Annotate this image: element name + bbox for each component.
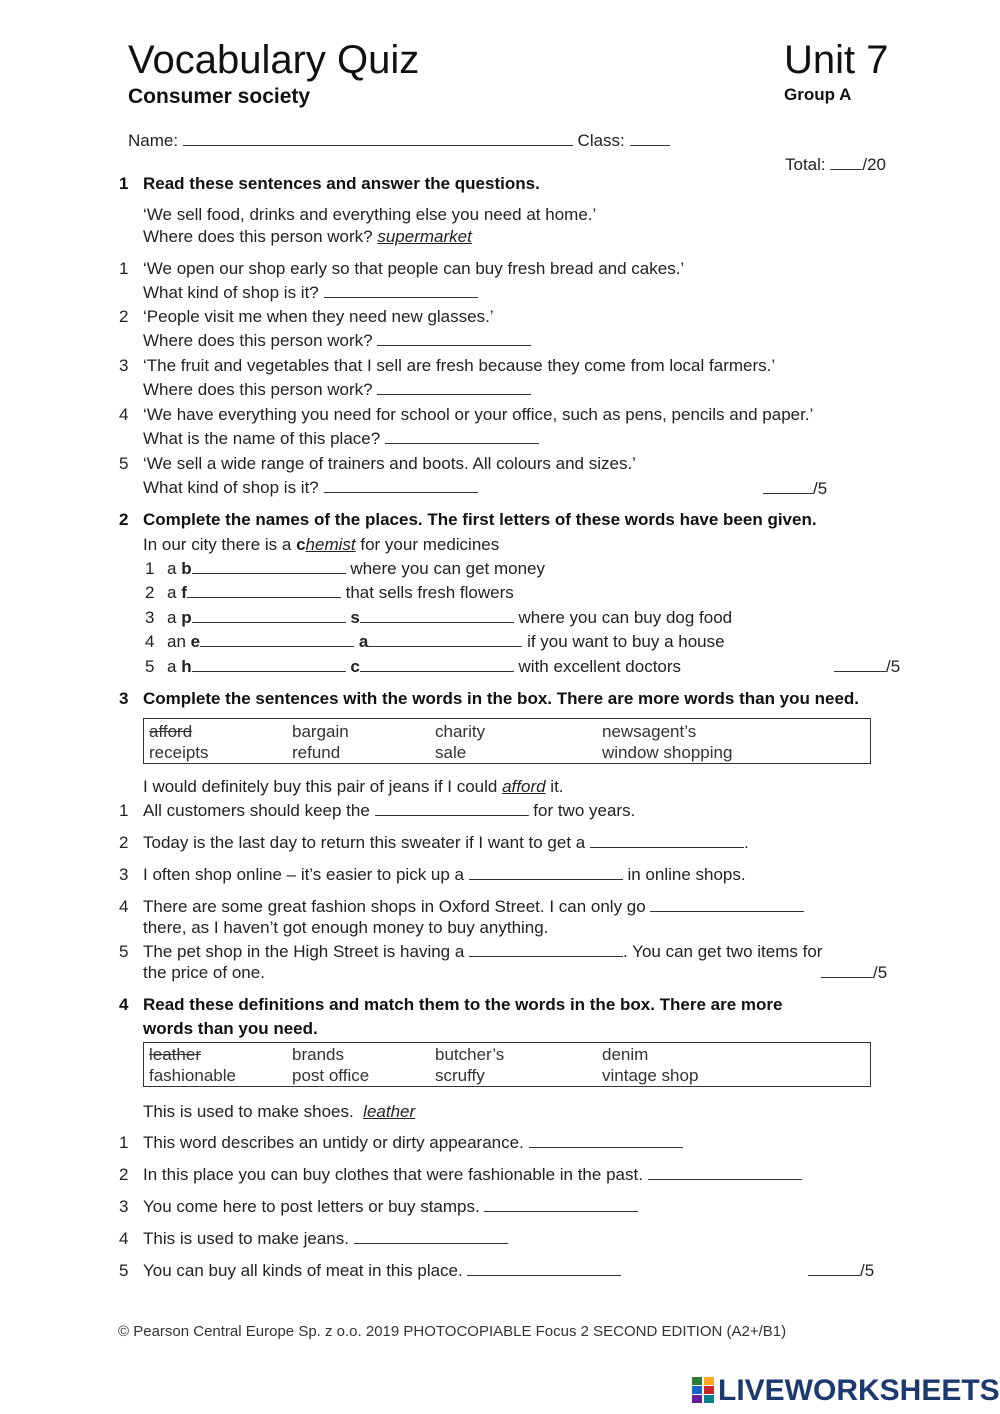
s1-answer-field[interactable] xyxy=(377,380,531,395)
s3-item-number: 5 xyxy=(119,942,129,961)
s1-item-number: 2 xyxy=(119,307,129,326)
s2-example-pre: In our city there is a xyxy=(143,535,297,554)
s2-first-letter: b xyxy=(181,559,192,578)
s3-score-max: /5 xyxy=(873,963,888,982)
s4-item-number: 3 xyxy=(119,1197,129,1216)
s4-answer-field[interactable] xyxy=(648,1165,802,1180)
s3-item-pre: All customers should keep the xyxy=(143,801,370,820)
s4-word: denim xyxy=(602,1045,649,1064)
s4-item-number: 4 xyxy=(119,1229,129,1248)
total-label: Total: xyxy=(785,155,826,174)
s2-answer-field[interactable] xyxy=(187,583,341,598)
s1-item-quote: ‘People visit me when they need new glasses.’ xyxy=(143,307,494,326)
s2-suffix: with excellent doctors xyxy=(518,657,682,676)
s3-item-pre: The pet shop in the High Street is having a xyxy=(143,942,465,961)
s4-word: leather xyxy=(149,1045,201,1064)
s1-item-quote: ‘We sell a wide range of trainers and boots. All colours and sizes.’ xyxy=(143,454,636,473)
s1-answer-field[interactable] xyxy=(385,429,539,444)
s4-item-text: In this place you can buy clothes that were fashionable in the past. xyxy=(143,1165,643,1184)
s1-example-question-text: Where does this person work? xyxy=(143,227,373,246)
s3-item-post: . You can get two items for xyxy=(623,942,823,961)
s3-example-pre: I would definitely buy this pair of jeans if I could xyxy=(143,777,503,796)
s3-item xyxy=(143,942,822,962)
page-subtitle: Consumer society xyxy=(128,85,311,108)
s4-answer-field[interactable] xyxy=(467,1261,621,1276)
s4-answer-field[interactable] xyxy=(484,1197,638,1212)
s2-suffix: if you want to buy a house xyxy=(527,632,725,651)
s2-answer-field[interactable] xyxy=(192,608,346,623)
liveworksheets-logo[interactable] xyxy=(692,1374,1000,1408)
s2-example-letter: c xyxy=(296,535,306,554)
name-row xyxy=(128,131,670,151)
s3-score xyxy=(821,963,887,983)
s3-item-post: . xyxy=(743,833,749,852)
class-label: Class: xyxy=(577,131,625,150)
s3-item-post: in online shops. xyxy=(627,865,746,884)
s2-item xyxy=(167,583,514,603)
s2-score-field[interactable] xyxy=(834,657,886,672)
s4-item-number: 1 xyxy=(119,1133,129,1152)
logo-icon xyxy=(692,1377,714,1403)
s4-item xyxy=(143,1197,638,1217)
s3-word: sale xyxy=(435,743,467,762)
s4-score-field[interactable] xyxy=(808,1261,860,1276)
s3-example-post: it. xyxy=(545,777,564,796)
s4-item xyxy=(143,1261,621,1281)
name-field[interactable] xyxy=(183,131,573,146)
s3-answer-field[interactable] xyxy=(650,897,804,912)
s3-answer-field[interactable] xyxy=(590,833,744,848)
section-4-number: 4 xyxy=(119,995,129,1014)
s1-example-answer: supermarket xyxy=(377,227,472,246)
s4-score xyxy=(808,1261,874,1281)
s1-item-number: 3 xyxy=(119,356,129,375)
s2-answer-field[interactable] xyxy=(200,632,354,647)
s4-score-max: /5 xyxy=(860,1261,875,1280)
s3-item-number: 2 xyxy=(119,833,129,852)
section-2-instruction: Complete the names of the places. The first letters of these words have been given. xyxy=(143,510,817,529)
s2-item xyxy=(167,608,732,628)
group-label: Group A xyxy=(784,85,852,104)
s3-item xyxy=(143,801,635,821)
s1-score-max: /5 xyxy=(813,479,828,498)
s2-first-letter: h xyxy=(181,657,192,676)
name-label: Name: xyxy=(128,131,179,150)
s3-item-pre: I often shop online – it’s easier to pick up a xyxy=(143,865,464,884)
s1-question-text: Where does this person work? xyxy=(143,331,373,350)
s2-example xyxy=(143,535,499,555)
s1-score xyxy=(763,479,827,499)
s1-item-quote: ‘We have everything you need for school or your office, such as pens, pencils and paper.’ xyxy=(143,405,814,424)
s4-word: brands xyxy=(292,1045,344,1064)
s2-second-letter: a xyxy=(358,632,369,651)
s3-word: refund xyxy=(292,743,341,762)
s4-answer-field[interactable] xyxy=(529,1133,683,1148)
s1-question-text: What kind of shop is it? xyxy=(143,283,319,302)
s2-answer-field[interactable] xyxy=(192,559,346,574)
s2-answer-field[interactable] xyxy=(192,657,346,672)
s4-word: fashionable xyxy=(149,1066,236,1085)
s2-article: an xyxy=(167,632,186,651)
copyright-notice: © Pearson Central Europe Sp. z o.o. 2019 PHOTOCOPIABLE Focus 2 SECOND EDITION (A2+/B1) xyxy=(118,1323,787,1340)
s2-answer-field-2[interactable] xyxy=(360,657,514,672)
section-1-instruction: Read these sentences and answer the questions. xyxy=(143,174,540,193)
s3-example xyxy=(143,777,564,797)
s4-word: scruffy xyxy=(435,1066,485,1085)
unit-label: Unit 7 xyxy=(784,38,889,82)
s3-item-number: 4 xyxy=(119,897,129,916)
s4-answer-field[interactable] xyxy=(354,1229,508,1244)
s3-word-box xyxy=(143,718,871,764)
s2-first-letter: e xyxy=(190,632,201,651)
s1-item-number: 5 xyxy=(119,454,129,473)
s3-item-number: 3 xyxy=(119,865,129,884)
section-3-instruction: Complete the sentences with the words in the box. There are more words than you need. xyxy=(143,689,860,708)
section-4-instruction: Read these definitions and match them to the words in the box. There are more xyxy=(143,995,783,1014)
s1-score-field[interactable] xyxy=(763,479,813,494)
s2-article: a xyxy=(167,608,177,627)
s1-item-question xyxy=(143,331,531,351)
s1-example-question xyxy=(143,227,472,247)
s3-word: window shopping xyxy=(602,743,733,762)
s2-example-post: for your medicines xyxy=(355,535,500,554)
s2-item-number: 2 xyxy=(145,583,155,602)
s1-answer-field[interactable] xyxy=(324,283,478,298)
s3-item-line2: there, as I haven’t got enough money to buy anything. xyxy=(143,918,549,937)
s2-first-letter: p xyxy=(181,608,192,627)
s3-answer-field[interactable] xyxy=(469,942,623,957)
s3-score-field[interactable] xyxy=(821,963,873,978)
s2-item xyxy=(167,559,545,579)
section-2-number: 2 xyxy=(119,510,129,529)
s2-first-letter: f xyxy=(181,583,187,602)
s4-word: butcher’s xyxy=(435,1045,505,1064)
s2-suffix: where you can buy dog food xyxy=(518,608,733,627)
total-field[interactable] xyxy=(830,155,862,170)
s3-word: newsagent’s xyxy=(602,722,697,741)
s3-answer-field[interactable] xyxy=(375,801,529,816)
s2-item-number: 3 xyxy=(145,608,155,627)
s3-word: bargain xyxy=(292,722,349,741)
s1-item-question xyxy=(143,429,539,449)
s3-item-pre: There are some great fashion shops in Oxford Street. I can only go xyxy=(143,897,646,916)
page-title: Vocabulary Quiz xyxy=(128,38,420,82)
s4-item-text: This word describes an untidy or dirty appearance. xyxy=(143,1133,524,1152)
s3-item-line2: the price of one. xyxy=(143,963,265,982)
s1-question-text: What kind of shop is it? xyxy=(143,478,319,497)
s2-item xyxy=(167,632,725,652)
s1-item-quote: ‘We open our shop early so that people can buy fresh bread and cakes.’ xyxy=(143,259,685,278)
s2-item-number: 5 xyxy=(145,657,155,676)
s2-item-number: 1 xyxy=(145,559,155,578)
s3-word: charity xyxy=(435,722,486,741)
total-max: /20 xyxy=(862,155,887,174)
s4-word: vintage shop xyxy=(602,1066,699,1085)
s2-answer-field-2[interactable] xyxy=(360,608,514,623)
s4-word-box xyxy=(143,1042,871,1087)
s3-item-number: 1 xyxy=(119,801,129,820)
s1-item-question xyxy=(143,478,478,498)
s2-article: a xyxy=(167,583,177,602)
s4-item-text: This is used to make jeans. xyxy=(143,1229,349,1248)
s2-second-letter: c xyxy=(350,657,360,676)
s2-article: a xyxy=(167,559,177,578)
s1-item-question xyxy=(143,283,478,303)
section-3-number: 3 xyxy=(119,689,129,708)
section-4-instruction-cont: words than you need. xyxy=(143,1019,318,1038)
s1-question-text: Where does this person work? xyxy=(143,380,373,399)
s4-item-number: 5 xyxy=(119,1261,129,1280)
s1-item-number: 4 xyxy=(119,405,129,424)
s4-example-pre: This is used to make shoes. xyxy=(143,1102,354,1121)
s3-answer-field[interactable] xyxy=(469,865,623,880)
s1-question-text: What is the name of this place? xyxy=(143,429,381,448)
s2-answer-field-2[interactable] xyxy=(368,632,522,647)
s3-item xyxy=(143,833,749,853)
s3-item-post: for two years. xyxy=(533,801,636,820)
s4-word: post office xyxy=(292,1066,370,1085)
s2-second-letter: s xyxy=(350,608,360,627)
class-field[interactable] xyxy=(630,131,670,146)
s2-example-answer: hemist xyxy=(305,535,356,554)
s3-item-pre: Today is the last day to return this sweater if I want to get a xyxy=(143,833,586,852)
s4-item-text: You can buy all kinds of meat in this place. xyxy=(143,1261,463,1280)
s4-example xyxy=(143,1102,415,1122)
s1-example-quote: ‘We sell food, drinks and everything else you need at home.’ xyxy=(143,205,597,224)
s1-answer-field[interactable] xyxy=(324,478,478,493)
s4-item-number: 2 xyxy=(119,1165,129,1184)
s4-item xyxy=(143,1229,508,1249)
s4-item xyxy=(143,1133,683,1153)
s1-item-number: 1 xyxy=(119,259,129,278)
s3-example-answer: afford xyxy=(502,777,546,796)
logo-text: LIVEWORKSHEETS xyxy=(718,1374,1000,1407)
s3-item xyxy=(143,897,804,917)
s1-answer-field[interactable] xyxy=(377,331,531,346)
s2-article: a xyxy=(167,657,177,676)
s1-item-question xyxy=(143,380,531,400)
s4-example-answer: leather xyxy=(363,1102,416,1121)
s2-suffix: where you can get money xyxy=(350,559,545,578)
s2-item xyxy=(167,657,681,677)
s4-item xyxy=(143,1165,802,1185)
s4-item-text: You come here to post letters or buy stamps. xyxy=(143,1197,480,1216)
s3-word: afford xyxy=(149,722,193,741)
total-row xyxy=(785,155,886,175)
s2-score xyxy=(834,657,900,677)
s2-item-number: 4 xyxy=(145,632,155,651)
s2-score-max: /5 xyxy=(886,657,901,676)
section-1-number: 1 xyxy=(119,174,129,193)
s3-word: receipts xyxy=(149,743,209,762)
s3-item xyxy=(143,865,746,885)
s1-item-quote: ‘The fruit and vegetables that I sell are fresh because they come from local farmers.’ xyxy=(143,356,776,375)
s2-suffix: that sells fresh flowers xyxy=(345,583,514,602)
